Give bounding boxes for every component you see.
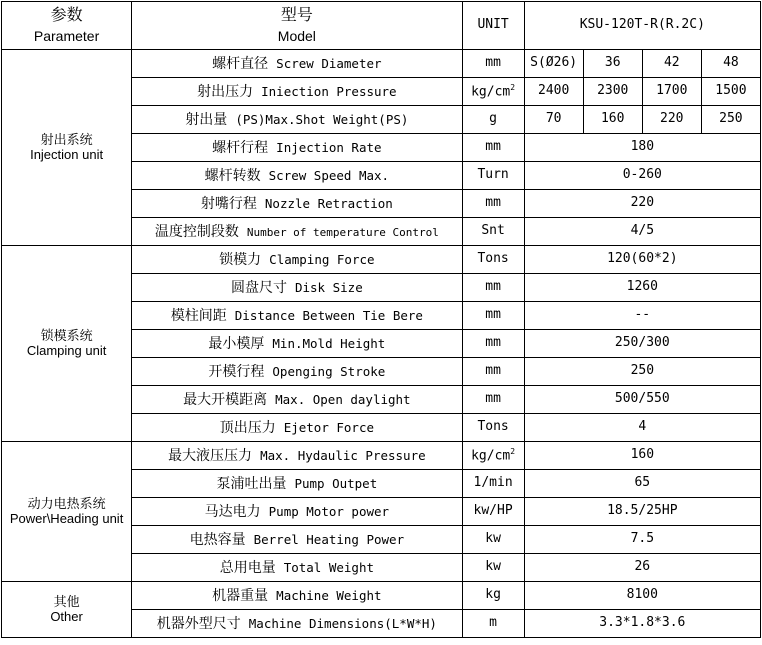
value-cell: 2300 bbox=[583, 78, 642, 106]
value-cell: 26 bbox=[524, 554, 760, 582]
parameter-name-en: Nozzle Retraction bbox=[264, 196, 393, 212]
group-label bbox=[2, 50, 132, 246]
value-cell: 250 bbox=[524, 358, 760, 386]
value-cell: 180 bbox=[524, 134, 760, 162]
parameter-name-cn: 射出量 bbox=[185, 111, 228, 128]
parameter-name-en: Screw Diameter bbox=[276, 56, 382, 72]
unit-text: kg/cm bbox=[471, 84, 511, 100]
value-cell: 2400 bbox=[524, 78, 583, 106]
parameter-name-en: Pump Motor power bbox=[268, 504, 390, 520]
parameter-name-cell bbox=[132, 162, 462, 190]
header-model-en: Model bbox=[277, 27, 316, 44]
parameter-name-en: Total Weight bbox=[283, 560, 375, 576]
unit-text: g bbox=[489, 111, 497, 127]
value-cell: 3.3*1.8*3.6 bbox=[524, 610, 760, 638]
parameter-name-cell bbox=[132, 274, 462, 302]
parameter-name-en: Ejetor Force bbox=[283, 420, 375, 436]
value-cell: 4/5 bbox=[524, 218, 760, 246]
parameter-name-cn: 射出压力 bbox=[197, 83, 254, 100]
table-row bbox=[2, 442, 761, 470]
group-label-cn: 射出系统 bbox=[40, 131, 93, 147]
header-machine-model: KSU-120T-R(R.2C) bbox=[524, 2, 760, 50]
unit-exponent: 2 bbox=[510, 446, 516, 456]
parameter-name-en: Openging Stroke bbox=[272, 364, 386, 380]
value-cell: 4 bbox=[524, 414, 760, 442]
parameter-name-en: Disk Size bbox=[294, 280, 363, 296]
unit-text: mm bbox=[485, 363, 501, 379]
group-label bbox=[2, 246, 132, 442]
parameter-name-cn: 马达电力 bbox=[204, 503, 261, 520]
value-cell: 0-260 bbox=[524, 162, 760, 190]
header-parameter bbox=[2, 2, 132, 50]
parameter-name-cn: 温度控制段数 bbox=[154, 223, 239, 240]
parameter-name-cell bbox=[132, 106, 462, 134]
parameter-name-en: Min.Mold Height bbox=[272, 336, 386, 352]
unit-cell bbox=[462, 302, 524, 330]
value-cell: 18.5/25HP bbox=[524, 498, 760, 526]
value-cell: 36 bbox=[583, 50, 642, 78]
unit-text: mm bbox=[485, 335, 501, 351]
group-label-en: Power\Heading unit bbox=[9, 510, 124, 526]
unit-cell bbox=[462, 526, 524, 554]
parameter-name-cell bbox=[132, 302, 462, 330]
unit-text: kg/cm bbox=[471, 448, 511, 464]
parameter-name-en: Distance Between Tie Bere bbox=[234, 308, 423, 324]
unit-cell bbox=[462, 50, 524, 78]
unit-cell bbox=[462, 498, 524, 526]
specification-table bbox=[1, 1, 761, 638]
parameter-name-cell bbox=[132, 190, 462, 218]
group-label-en: Clamping unit bbox=[26, 342, 107, 358]
parameter-name-cn: 螺杆转数 bbox=[204, 167, 261, 184]
value-cell: 220 bbox=[524, 190, 760, 218]
value-cell: 65 bbox=[524, 470, 760, 498]
table-row bbox=[2, 50, 761, 78]
value-cell: 160 bbox=[583, 106, 642, 134]
unit-cell bbox=[462, 246, 524, 274]
group-label bbox=[2, 582, 132, 638]
unit-cell bbox=[462, 190, 524, 218]
parameter-name-cn: 机器外型尺寸 bbox=[156, 615, 241, 632]
value-cell: 500/550 bbox=[524, 386, 760, 414]
parameter-name-en: Clamping Force bbox=[269, 252, 375, 268]
group-label-cn: 其他 bbox=[53, 593, 80, 609]
unit-text: kg bbox=[485, 587, 501, 603]
parameter-name-cell bbox=[132, 610, 462, 638]
unit-cell bbox=[462, 554, 524, 582]
parameter-name-cell bbox=[132, 218, 462, 246]
unit-cell bbox=[462, 442, 524, 470]
parameter-name-cn: 螺杆直径 bbox=[212, 55, 269, 72]
header-parameter-cn: 参数 bbox=[50, 7, 83, 24]
parameter-name-cell bbox=[132, 582, 462, 610]
parameter-name-cell bbox=[132, 554, 462, 582]
parameter-name-cn: 圆盘尺寸 bbox=[230, 279, 287, 296]
unit-cell bbox=[462, 386, 524, 414]
table-row bbox=[2, 246, 761, 274]
parameter-name-cn: 总用电量 bbox=[219, 559, 276, 576]
group-label bbox=[2, 442, 132, 582]
parameter-name-cell bbox=[132, 470, 462, 498]
value-cell: 1500 bbox=[701, 78, 760, 106]
parameter-name-cn: 泵浦吐出量 bbox=[216, 475, 287, 492]
unit-text: mm bbox=[485, 55, 501, 71]
value-cell: 1260 bbox=[524, 274, 760, 302]
parameter-name-en: Pump Outpet bbox=[294, 476, 378, 492]
parameter-name-cn: 开模行程 bbox=[208, 363, 265, 380]
unit-text: kw/HP bbox=[473, 503, 513, 519]
value-cell: 7.5 bbox=[524, 526, 760, 554]
unit-text: 1/min bbox=[473, 475, 513, 491]
parameter-name-cell bbox=[132, 134, 462, 162]
unit-text: Tons bbox=[477, 419, 509, 435]
unit-text: kw bbox=[485, 531, 501, 547]
value-cell: 70 bbox=[524, 106, 583, 134]
parameter-name-cn: 螺杆行程 bbox=[212, 139, 269, 156]
value-cell: -- bbox=[524, 302, 760, 330]
unit-text: kw bbox=[485, 559, 501, 575]
parameter-name-en: Max. Open daylight bbox=[275, 392, 411, 408]
parameter-name-en: Number of temperature Control bbox=[246, 226, 439, 240]
value-cell: 48 bbox=[701, 50, 760, 78]
value-cell: 160 bbox=[524, 442, 760, 470]
value-cell: 250 bbox=[701, 106, 760, 134]
parameter-name-cn: 顶出压力 bbox=[219, 419, 276, 436]
unit-text: Tons bbox=[477, 251, 509, 267]
unit-text: Turn bbox=[477, 167, 509, 183]
parameter-name-cell bbox=[132, 526, 462, 554]
parameter-name-en: Machine Weight bbox=[276, 588, 382, 604]
parameter-name-cn: 最小模厚 bbox=[208, 335, 265, 352]
unit-cell bbox=[462, 330, 524, 358]
unit-cell bbox=[462, 274, 524, 302]
header-unit: UNIT bbox=[462, 2, 524, 50]
parameter-name-cell bbox=[132, 386, 462, 414]
parameter-name-cn: 机器重量 bbox=[212, 587, 269, 604]
group-label-cn: 锁模系统 bbox=[40, 327, 93, 343]
unit-text: Snt bbox=[481, 223, 505, 239]
parameter-name-en: Max. Hydaulic Pressure bbox=[260, 448, 426, 464]
unit-text: m bbox=[489, 615, 497, 631]
parameter-name-cn: 电热容量 bbox=[189, 531, 246, 548]
parameter-name-cell bbox=[132, 498, 462, 526]
parameter-name-en: Berrel Heating Power bbox=[253, 532, 405, 548]
unit-text: mm bbox=[485, 307, 501, 323]
header-model-cn: 型号 bbox=[280, 7, 313, 24]
parameter-name-en: Injection Rate bbox=[276, 140, 382, 156]
unit-cell bbox=[462, 162, 524, 190]
unit-cell bbox=[462, 470, 524, 498]
parameter-name-cn: 射嘴行程 bbox=[200, 195, 257, 212]
parameter-name-cn: 模柱间距 bbox=[170, 307, 227, 324]
value-cell: 1700 bbox=[642, 78, 701, 106]
parameter-name-cn: 最大开模距离 bbox=[183, 391, 268, 408]
unit-cell bbox=[462, 358, 524, 386]
unit-cell bbox=[462, 218, 524, 246]
value-cell: 250/300 bbox=[524, 330, 760, 358]
parameter-name-cell bbox=[132, 246, 462, 274]
value-cell: S(Ø26) bbox=[524, 50, 583, 78]
unit-cell bbox=[462, 106, 524, 134]
value-cell: 220 bbox=[642, 106, 701, 134]
parameter-name-en: Iniection Pressure bbox=[261, 84, 397, 100]
unit-cell bbox=[462, 134, 524, 162]
group-label-en: Injection unit bbox=[30, 146, 104, 162]
parameter-name-cell bbox=[132, 78, 462, 106]
value-cell: 8100 bbox=[524, 582, 760, 610]
header-model bbox=[132, 2, 462, 50]
group-label-cn: 动力电热系统 bbox=[27, 495, 106, 511]
parameter-name-cell bbox=[132, 442, 462, 470]
unit-cell bbox=[462, 582, 524, 610]
unit-cell bbox=[462, 610, 524, 638]
value-cell: 42 bbox=[642, 50, 701, 78]
parameter-name-cn: 最大液压压力 bbox=[168, 447, 253, 464]
unit-text: mm bbox=[485, 139, 501, 155]
parameter-name-cell bbox=[132, 50, 462, 78]
unit-text: mm bbox=[485, 279, 501, 295]
unit-text: mm bbox=[485, 391, 501, 407]
unit-text: mm bbox=[485, 195, 501, 211]
table-row bbox=[2, 582, 761, 610]
value-cell: 120(60*2) bbox=[524, 246, 760, 274]
parameter-name-en: Screw Speed Max. bbox=[268, 168, 390, 184]
parameter-name-cell bbox=[132, 414, 462, 442]
unit-cell bbox=[462, 78, 524, 106]
group-label-en: Other bbox=[50, 608, 83, 624]
unit-cell bbox=[462, 414, 524, 442]
table-header-row bbox=[2, 2, 761, 50]
parameter-name-cn: 锁模力 bbox=[219, 251, 262, 268]
table-body bbox=[2, 2, 761, 638]
unit-exponent: 2 bbox=[510, 82, 516, 92]
parameter-name-en: Machine Dimensions(L*W*H) bbox=[248, 616, 437, 632]
parameter-name-cell bbox=[132, 358, 462, 386]
parameter-name-cell bbox=[132, 330, 462, 358]
parameter-name-en: (PS)Max.Shot Weight(PS) bbox=[235, 112, 409, 128]
header-parameter-en: Parameter bbox=[33, 27, 100, 44]
